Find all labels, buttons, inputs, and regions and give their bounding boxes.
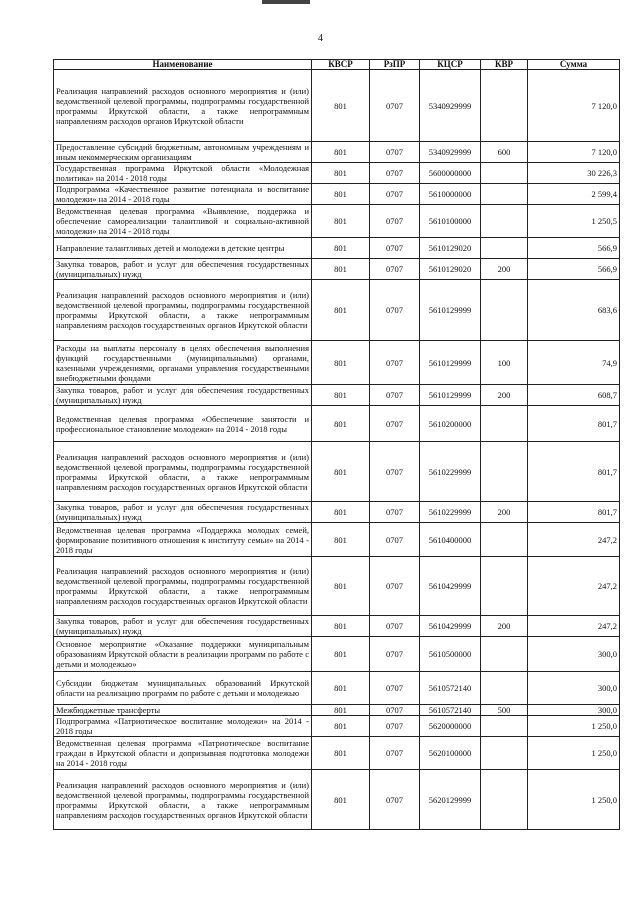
- row-kvr: [481, 637, 528, 672]
- row-kvr: 200: [481, 385, 528, 406]
- row-kvsr: 801: [312, 259, 370, 280]
- row-rzpr: 0707: [370, 184, 420, 205]
- table-header-row: [54, 60, 620, 70]
- row-name: Подпрограмма «Патриотическое воспитание молодежи» на 2014 - 2018 годы: [54, 716, 312, 737]
- row-kcsr: 5610229999: [420, 502, 481, 523]
- header-kvr: КВР: [481, 60, 528, 70]
- row-kcsr: 5340929999: [420, 142, 481, 163]
- row-kvsr: 801: [312, 341, 370, 385]
- row-sum: 801,7: [528, 442, 620, 502]
- row-kvr: 100: [481, 341, 528, 385]
- row-kvsr: 801: [312, 637, 370, 672]
- row-sum: 2 599,4: [528, 184, 620, 205]
- row-rzpr: 0707: [370, 737, 420, 770]
- row-sum: 1 250,5: [528, 205, 620, 238]
- row-kcsr: 5610500000: [420, 637, 481, 672]
- table-row: [54, 502, 620, 523]
- row-sum: 247,2: [528, 557, 620, 616]
- table-row: [54, 238, 620, 259]
- table-row: [54, 442, 620, 502]
- scan-top-mark: [262, 0, 310, 4]
- header-kvsr: КВСР: [312, 60, 370, 70]
- row-name: Ведомственная целевая программа «Патриотическое воспитание граждан в Иркутской области и допризывная подготовка молодежи на 2014 - 2018 годы: [54, 737, 312, 770]
- row-name: Субсидии бюджетам муниципальных образований Иркутской области на реализацию программ по работе с детьми и молодежью: [54, 672, 312, 705]
- table-row: [54, 770, 620, 830]
- row-kvr: [481, 205, 528, 238]
- row-name: Закупка товаров, работ и услуг для обеспечения государственных (муниципальных) нужд: [54, 616, 312, 637]
- row-kcsr: 5610429999: [420, 616, 481, 637]
- row-kvsr: 801: [312, 502, 370, 523]
- table-row: [54, 184, 620, 205]
- row-name: Расходы на выплаты персоналу в целях обеспечения выполнения функций государственными (муниципальными) органами, казенными учреждениями, органами управления государственными внебюджетными фондами: [54, 341, 312, 385]
- row-kcsr: 5610129999: [420, 385, 481, 406]
- row-kcsr: 5610429999: [420, 557, 481, 616]
- row-rzpr: 0707: [370, 616, 420, 637]
- row-rzpr: 0707: [370, 385, 420, 406]
- row-sum: 801,7: [528, 406, 620, 442]
- table-row: [54, 616, 620, 637]
- table-row: [54, 259, 620, 280]
- row-kcsr: 5610129999: [420, 280, 481, 341]
- row-name: Государственная программа Иркутской области «Молодежная политика» на 2014 - 2018 годы: [54, 163, 312, 184]
- row-kvr: [481, 406, 528, 442]
- row-sum: 608,7: [528, 385, 620, 406]
- row-kvsr: 801: [312, 705, 370, 716]
- row-name: Направление талантливых детей и молодежи в детские центры: [54, 238, 312, 259]
- header-rzpr: РзПР: [370, 60, 420, 70]
- row-kvsr: 801: [312, 280, 370, 341]
- row-sum: 566,9: [528, 259, 620, 280]
- row-kvr: [481, 523, 528, 557]
- table-row: [54, 705, 620, 716]
- row-kvr: 600: [481, 142, 528, 163]
- row-kvsr: 801: [312, 163, 370, 184]
- header-kcsr: КЦСР: [420, 60, 481, 70]
- row-sum: 1 250,0: [528, 770, 620, 830]
- table-row: [54, 716, 620, 737]
- row-rzpr: 0707: [370, 557, 420, 616]
- table-row: [54, 70, 620, 142]
- row-name: Реализация направлений расходов основного мероприятия и (или) ведомственной целевой программы, подпрограммы государственной программы Иркутской области, а также непрограммным направлениям расходов органов Иркутской области: [54, 70, 312, 142]
- row-kvr: 500: [481, 705, 528, 716]
- row-kcsr: 5610129020: [420, 238, 481, 259]
- row-name: Закупка товаров, работ и услуг для обеспечения государственных (муниципальных) нужд: [54, 259, 312, 280]
- row-sum: 7 120,0: [528, 142, 620, 163]
- page-number: 4: [318, 33, 323, 44]
- table-row: [54, 385, 620, 406]
- row-kvsr: 801: [312, 523, 370, 557]
- row-sum: 300,0: [528, 705, 620, 716]
- table-row: [54, 737, 620, 770]
- row-rzpr: 0707: [370, 637, 420, 672]
- row-sum: 247,2: [528, 523, 620, 557]
- header-sum: Сумма: [528, 60, 620, 70]
- row-kvr: [481, 716, 528, 737]
- table-row: [54, 672, 620, 705]
- table-body: [54, 70, 620, 830]
- row-kvsr: 801: [312, 557, 370, 616]
- row-name: Ведомственная целевая программа «Обеспечение занятости и профессиональное становление молодежи» на 2014 - 2018 годы: [54, 406, 312, 442]
- row-rzpr: 0707: [370, 341, 420, 385]
- row-sum: 30 226,3: [528, 163, 620, 184]
- row-sum: 566,9: [528, 238, 620, 259]
- row-rzpr: 0707: [370, 716, 420, 737]
- row-kcsr: 5340929999: [420, 70, 481, 142]
- table-row: [54, 637, 620, 672]
- row-rzpr: 0707: [370, 523, 420, 557]
- row-rzpr: 0707: [370, 280, 420, 341]
- row-kcsr: 5620000000: [420, 716, 481, 737]
- row-kcsr: 5610129020: [420, 259, 481, 280]
- row-name: Реализация направлений расходов основного мероприятия и (или) ведомственной целевой программы, подпрограммы государственной программы Иркутской области, а также непрограммным направлениям расходов государственных органов Иркутской области: [54, 770, 312, 830]
- row-name: Закупка товаров, работ и услуг для обеспечения государственных (муниципальных) нужд: [54, 385, 312, 406]
- row-rzpr: 0707: [370, 259, 420, 280]
- row-kvr: [481, 672, 528, 705]
- row-name: Подпрограмма «Качественное развитие потенциала и воспитание молодежи» на 2014 - 2018 годы: [54, 184, 312, 205]
- row-kcsr: 5610129999: [420, 341, 481, 385]
- row-kvsr: 801: [312, 205, 370, 238]
- row-kvsr: 801: [312, 442, 370, 502]
- row-rzpr: 0707: [370, 406, 420, 442]
- table-row: [54, 205, 620, 238]
- row-kcsr: 5600000000: [420, 163, 481, 184]
- row-name: Основное мероприятие «Оказание поддержки муниципальным образованиям Иркутской области в реализации программ по работе с детьми и молодежью»: [54, 637, 312, 672]
- row-name: Закупка товаров, работ и услуг для обеспечения государственных (муниципальных) нужд: [54, 502, 312, 523]
- row-kvsr: 801: [312, 385, 370, 406]
- row-kvr: [481, 70, 528, 142]
- row-rzpr: 0707: [370, 442, 420, 502]
- row-sum: 1 250,0: [528, 716, 620, 737]
- table-row: [54, 142, 620, 163]
- row-kvsr: 801: [312, 616, 370, 637]
- row-name: Реализация направлений расходов основного мероприятия и (или) ведомственной целевой программы, подпрограммы государственной программы Иркутской области, а также непрограммным направлениям расходов государственных органов Иркутской области: [54, 442, 312, 502]
- row-name: Ведомственная целевая программа «Выявление, поддержка и обеспечение самореализации талантливой и социально-активной молодежи» на 2014 - 2018 годы: [54, 205, 312, 238]
- row-kcsr: 5620129999: [420, 770, 481, 830]
- row-kcsr: 5610572140: [420, 705, 481, 716]
- row-rzpr: 0707: [370, 238, 420, 259]
- row-kvsr: 801: [312, 184, 370, 205]
- row-name: Предоставление субсидий бюджетным, автономным учреждениям и иным некоммерческим организациям: [54, 142, 312, 163]
- row-kvsr: 801: [312, 142, 370, 163]
- row-sum: 801,7: [528, 502, 620, 523]
- row-sum: 74,9: [528, 341, 620, 385]
- row-sum: 683,6: [528, 280, 620, 341]
- row-name: Реализация направлений расходов основного мероприятия и (или) ведомственной целевой программы, подпрограммы государственной программы Иркутской области, а также непрограммным направлениям расходов государственных органов Иркутской области: [54, 557, 312, 616]
- row-kvsr: 801: [312, 238, 370, 259]
- row-rzpr: 0707: [370, 205, 420, 238]
- row-kvr: [481, 238, 528, 259]
- table-row: [54, 341, 620, 385]
- row-rzpr: 0707: [370, 770, 420, 830]
- row-name: Ведомственная целевая программа «Поддержка молодых семей, формирование позитивного отношения к институту семьи» на 2014 - 2018 годы: [54, 523, 312, 557]
- table-row: [54, 163, 620, 184]
- table-row: [54, 557, 620, 616]
- row-sum: 300,0: [528, 672, 620, 705]
- row-kvsr: 801: [312, 672, 370, 705]
- row-kvsr: 801: [312, 406, 370, 442]
- row-rzpr: 0707: [370, 142, 420, 163]
- row-kcsr: 5610000000: [420, 184, 481, 205]
- row-kcsr: 5610229999: [420, 442, 481, 502]
- row-kvr: [481, 280, 528, 341]
- row-rzpr: 0707: [370, 70, 420, 142]
- row-rzpr: 0707: [370, 705, 420, 716]
- row-kvr: 200: [481, 616, 528, 637]
- table-row: [54, 406, 620, 442]
- row-kvr: [481, 184, 528, 205]
- row-rzpr: 0707: [370, 163, 420, 184]
- row-kcsr: 5610100000: [420, 205, 481, 238]
- row-kvr: [481, 557, 528, 616]
- row-name: Реализация направлений расходов основного мероприятия и (или) ведомственной целевой программы, подпрограммы государственной программы Иркутской области, а также непрограммным направлениям расходов государственных органов Иркутской области: [54, 280, 312, 341]
- row-kvsr: 801: [312, 70, 370, 142]
- row-sum: 247,2: [528, 616, 620, 637]
- row-kcsr: 5620100000: [420, 737, 481, 770]
- row-sum: 1 250,0: [528, 737, 620, 770]
- header-name: Наименование: [54, 60, 312, 70]
- row-sum: 7 120,0: [528, 70, 620, 142]
- row-kvr: [481, 737, 528, 770]
- row-kvr: 200: [481, 259, 528, 280]
- row-kvr: [481, 163, 528, 184]
- table-row: [54, 523, 620, 557]
- row-kcsr: 5610400000: [420, 523, 481, 557]
- row-kvsr: 801: [312, 737, 370, 770]
- row-rzpr: 0707: [370, 672, 420, 705]
- row-kcsr: 5610572140: [420, 672, 481, 705]
- row-kcsr: 5610200000: [420, 406, 481, 442]
- row-kvr: [481, 770, 528, 830]
- row-kvsr: 801: [312, 716, 370, 737]
- row-kvsr: 801: [312, 770, 370, 830]
- row-kvr: [481, 442, 528, 502]
- budget-table: [53, 59, 620, 830]
- table-row: [54, 280, 620, 341]
- row-rzpr: 0707: [370, 502, 420, 523]
- row-sum: 300,0: [528, 637, 620, 672]
- row-kvr: 200: [481, 502, 528, 523]
- row-name: Межбюджетные трансферты: [54, 705, 312, 716]
